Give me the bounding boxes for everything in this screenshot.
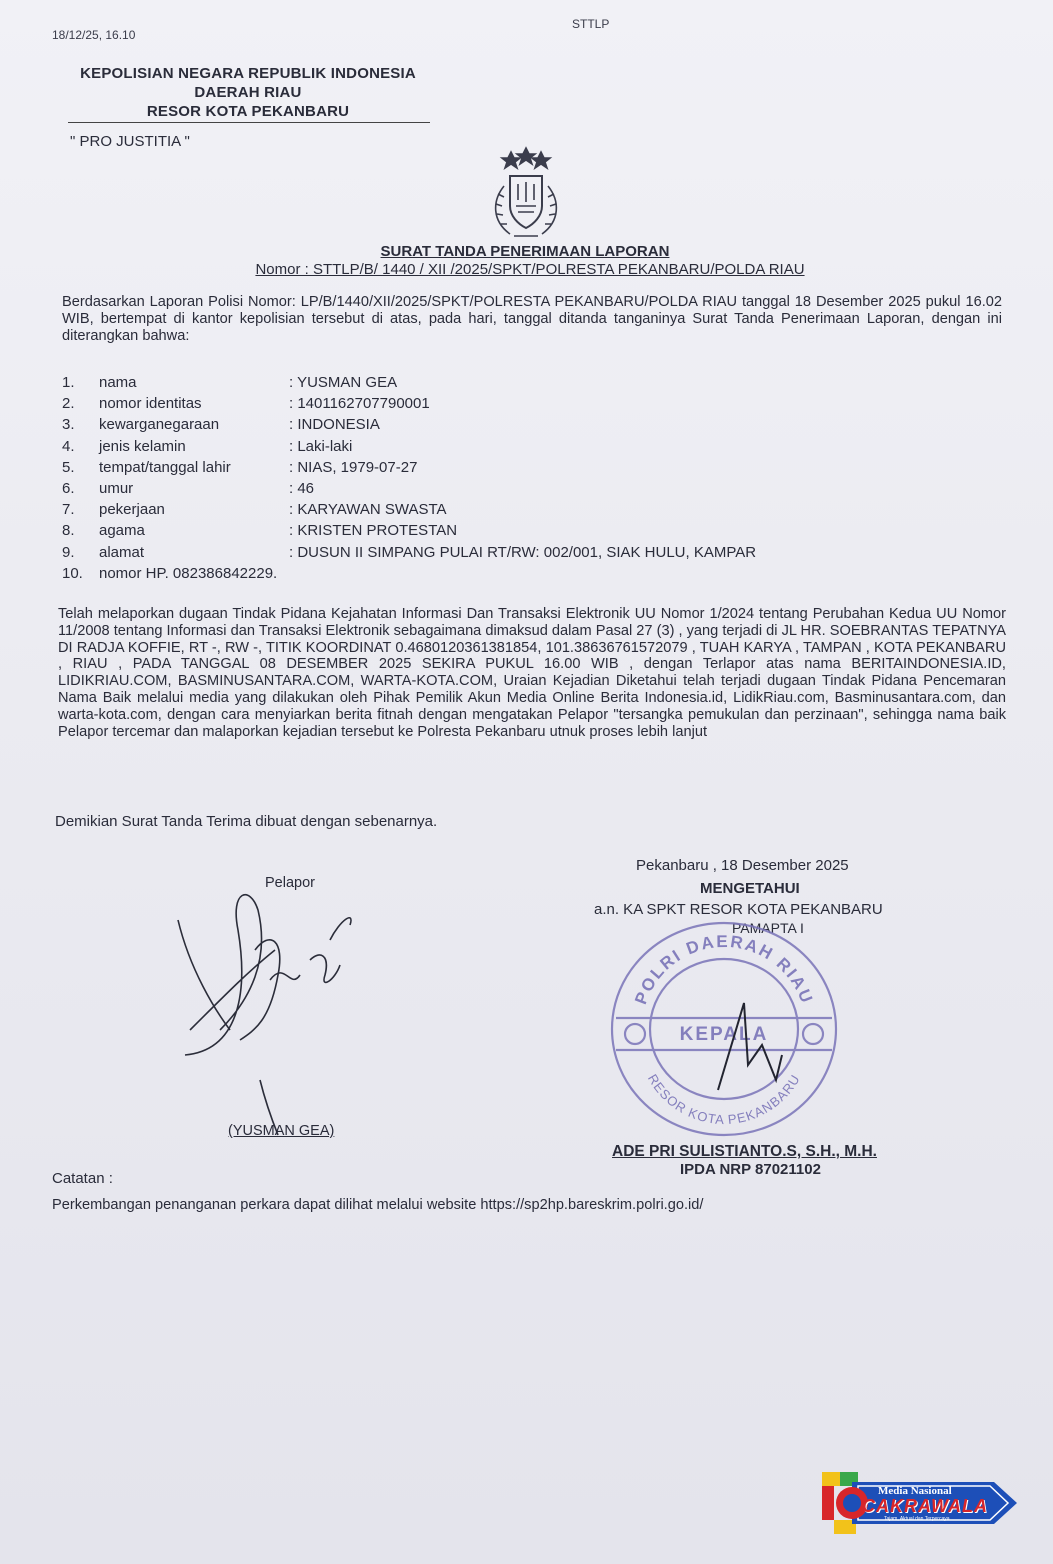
identity-value: : INDONESIA (289, 416, 380, 434)
reporter-name: (YUSMAN GEA) (228, 1123, 335, 1139)
identity-number: 2. (62, 395, 75, 413)
identity-number: 6. (62, 479, 75, 497)
officer-signature-icon (710, 985, 790, 1095)
identity-row (62, 374, 822, 395)
report-body-paragraph: Telah melaporkan dugaan Tindak Pidana Kejahatan Informasi Dan Transaksi Elektronik UU Nomor 1/2024 tentang Perubahan Kedua UU Nomor 11/2008 tentang Informasi dan Transaksi Elektronik sebagaimana dimaksud dalam Pasal 27 (3) , yang terjadi di JL HR. SOEBRANTAS TEPATNYA DI RADJA KOFFIE, RT -, RW -, TITIK KOORDINAT 0.4680120361381854, 101.38636761572079 , TUAH KARYA , TAMPAN , KOTA PEKANBARU , RIAU , PADA TANGGAL 08 DESEMBER 2025 SEKIRA PUKUL 16.00 WIB , dengan Terlapor atas nama BERITAINDONESIA.ID, LIDIKRIAU.COM, BASMINUSANTARA.COM, WARTA-KOTA.COM, Uraian Kejadian Diketahui telah terjadi dugaan Tindak Pidana Pencemaran Nama Baik melalui media yang dilakukan oleh Pihak Pemilik Akun Media Online Berita Indonesia.id, LidikRiau.com, Basminusantara.com, dan warta-kota.com, dengan cara menyiarkan berita fitnah dengan mengatakan Pelapor "tersangka pemukulan dan perzinaan", sehingga nama baik Pelapor tercemar dan malaporkan kejadian tersebut ke Polresta Pekanbaru utnuk proses lebih lanjut (58, 606, 1006, 740)
print-page-label: STTLP (572, 17, 610, 31)
identity-number: 8. (62, 522, 75, 540)
identity-row (62, 438, 822, 459)
identity-value: : 1401162707790001 (289, 395, 430, 413)
identity-value: : 46 (289, 479, 315, 497)
intro-paragraph: Berdasarkan Laporan Polisi Nomor: LP/B/1440/XII/2025/SPKT/POLRESTA PEKANBARU/POLDA RIAU tanggal 18 Desember 2025 pukul 16.02 WIB, bertempat di kantor kepolisian tersebut di atas, pada hari, tanggal ditanda tanganinya Surat Tanda Penerimaan Laporan, dengan ini diterangkan bahwa: (62, 294, 1002, 344)
identity-label: nomor HP. 082386842229. (99, 564, 278, 582)
identity-row (62, 480, 822, 501)
polri-emblem-icon (474, 146, 578, 242)
identity-value: : NIAS, 1979-07-27 (289, 458, 418, 476)
identity-list (62, 374, 822, 586)
logo-line2: CAKRAWALA (862, 1496, 988, 1516)
letterhead (58, 65, 438, 120)
identity-label: umur (99, 479, 134, 497)
identity-row (62, 416, 822, 437)
pro-justitia: " PRO JUSTITIA " (70, 133, 190, 150)
identity-row (62, 501, 822, 522)
identity-label: pekerjaan (99, 501, 165, 519)
letterhead-divider (68, 122, 430, 123)
identity-row (62, 395, 822, 416)
identity-label: nomor identitas (99, 395, 202, 413)
identity-number: 9. (62, 543, 75, 561)
identity-number: 4. (62, 437, 75, 455)
identity-value: : DUSUN II SIMPANG PULAI RT/RW: 002/001, SIAK HULU, KAMPAR (289, 543, 757, 561)
notes-text: Perkembangan penanganan perkara dapat dilihat melalui website https://sp2hp.bareskrim.polri.go.id/ (52, 1197, 704, 1213)
letterhead-line3: RESOR KOTA PEKANBARU (146, 103, 350, 120)
closing-statement: Demikian Surat Tanda Terima dibuat dengan sebenarnya. (55, 813, 438, 830)
stamp-center-text: KEPALA (679, 1024, 769, 1045)
notes-label: Catatan : (52, 1170, 113, 1187)
identity-number: 10. (62, 564, 83, 582)
identity-number: 7. (62, 501, 75, 519)
reporter-signature-icon (160, 880, 370, 1150)
officer-rank-title: PAMAPTA I (732, 920, 804, 936)
identity-row (62, 459, 822, 480)
stamp-top-text: POLRI DAERAH RIAU (631, 931, 817, 1007)
letterhead-line2: DAERAH RIAU (194, 84, 302, 101)
identity-row (62, 522, 822, 543)
identity-number: 1. (62, 374, 75, 391)
identity-value: : KRISTEN PROTESTAN (289, 522, 458, 540)
media-logo (822, 1472, 1017, 1534)
identity-label: agama (99, 522, 145, 540)
identity-row (62, 565, 822, 586)
identity-label: kewarganegaraan (99, 416, 220, 434)
identity-value: : YUSMAN GEA (289, 374, 398, 391)
place-date: Pekanbaru , 18 Desember 2025 (636, 857, 849, 874)
reporter-label: Pelapor (265, 875, 315, 891)
document-title: SURAT TANDA PENERIMAAN LAPORAN (380, 243, 670, 260)
identity-label: nama (99, 374, 137, 391)
print-datetime: 18/12/25, 16.10 (52, 28, 136, 42)
identity-number: 5. (62, 458, 75, 476)
identity-label: alamat (99, 543, 145, 561)
letterhead-line1: KEPOLISIAN NEGARA REPUBLIK INDONESIA (80, 65, 416, 82)
stamp-bottom-text: RESOR KOTA PEKANBARU (644, 1071, 804, 1128)
identity-number: 3. (62, 416, 75, 434)
identity-label: tempat/tanggal lahir (99, 458, 231, 476)
mengetahui-label: MENGETAHUI (700, 880, 800, 897)
officer-nrp: IPDA NRP 87021102 (680, 1161, 821, 1178)
document-number: Nomor : STTLP/B/ 1440 / XII /2025/SPKT/POLRESTA PEKANBARU/POLDA RIAU (255, 261, 805, 278)
logo-line1: Media Nasional (878, 1485, 952, 1497)
identity-value: : KARYAWAN SWASTA (289, 501, 447, 519)
officer-authority: a.n. KA SPKT RESOR KOTA PEKANBARU (594, 901, 883, 918)
officer-name: ADE PRI SULISTIANTO.S, S.H., M.H. (612, 1143, 877, 1160)
identity-value: : Laki-laki (289, 437, 353, 455)
identity-label: jenis kelamin (99, 437, 186, 455)
identity-row (62, 544, 822, 565)
logo-tagline: Tajam, Aktual dan Terpercaya (884, 1516, 950, 1522)
